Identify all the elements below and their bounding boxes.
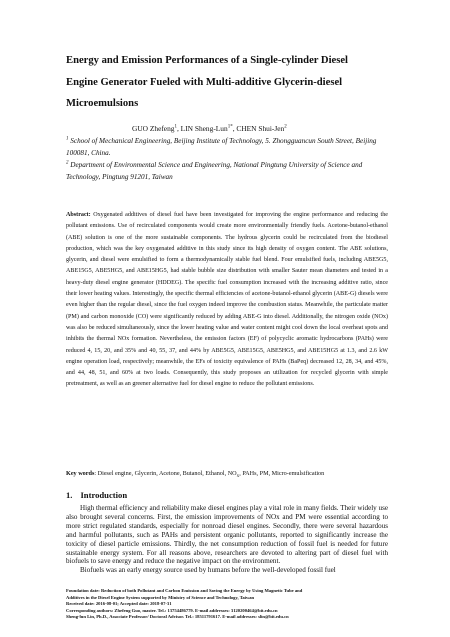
author-name: , LIN Sheng-Lun	[176, 124, 228, 133]
author-list	[132, 124, 287, 133]
author-affiliation-mark: 1	[174, 124, 177, 130]
abstract-text: Oxygenated additives of diesel fuel have been investigated for improving the engine performance and reducing the pollutant emissions. Use of recirculated components would create more environmentally friendly fuels. Acetone-butanol-ethanol (ABE) solution is one of the more sustainable components. The hydrous glycerin could be recirculated from the biodiesel production, which was the key oxygenated additive in this study since its high density of oxygen content. The ABE solutions, glycerin, and diesel were emulsified to form a thermodynamically stable fuel blend. Four emulsified fuels, including ABE5G5, ABE15G5, ABE5HG5, and ABE15HG5, had stable bubble size distribution with smaller Sauter mean diameters and tested in a heavy-duty diesel engine generator (HDDEG). The specific fuel consumption increased with the increasing additive ratio, since their lower heating values. Interestingly, the specific thermal efficiencies of acetone-butanol-ethanol glycerin (ABE-G) diesels were even higher than the regular diesel, since the fuel oxygen indeed improve the combustion status. Meanwhile, the particulate matter (PM) and carbon monoxide (CO) were significantly reduced by adding ABE-G into diesel. Additionally, the nitrogen oxide (NOx) was also be reduced simultaneously, since the lower heating value and water content might cool down the local overheat spots and inhibits the thermal NOx formation. Nevertheless, the emission factors (EF) of polycyclic aromatic hydrocarbons (PAHs) were reduced 4, 15, 20, and 35% and 40, 55, 37, and 44% by ABE5G5, ABE15G5, ABE5HG5, and ABE15HG5 at 1.3, and 2.6 kW engine operation load, respectively; meanwhile, the EFs of toxicity equivalence of PAHs (BaPeq) decreased 12, 28, 34, and 45%, and 44, 48, 51, and 60% at two loads. Consequently, this study proposes an utilization for recycled glycerin with simple pretreatment, as well as an greener alternative fuel for diesel engine to reduce the pollutant emissions.	[66, 212, 388, 388]
keywords-subscript: x	[236, 473, 240, 480]
section-number: 1.	[66, 490, 73, 500]
abstract-label: Abstract:	[66, 212, 91, 218]
keywords-text: : Diesel engine, Glycerin, Acetone, Butanol, Ethanol, NO	[94, 470, 237, 477]
footnote-line: Corresponding authors: Zhefeng Guo, master. Tel.: 13754486779. E-mail addresses: 3120200464@bit.edu.cn	[66, 607, 278, 613]
title-line-3: Microemulsions	[66, 98, 139, 109]
section-heading	[66, 490, 135, 500]
affiliation-2	[66, 160, 392, 183]
introduction-body	[66, 504, 388, 575]
paragraph: High thermal efficiency and reliability make diesel engines play a vital role in many fields. Their widely use also brought several concerns. First, the emission improvements of NOx and PM were essential according to more strict regulated standards, especially for nonroad diesel engines. Secondly, there were several hazardous and harmful pollutants, such as PAHs and persistent organic pollutants, reported to significantly increase the toxicity of diesel particle emissions. Thirdly, the net consumption reduction of fossil fuel is needed for future sustainable energy system. For all reasons above, researchers are devoted to altering part of diesel fuel with biofuels to save energy and reduce the negative impact on the environment.	[66, 504, 388, 566]
keywords-text-end: , PAHs, PM, Micro-emulsification	[239, 470, 325, 477]
section-title: Introduction	[80, 490, 128, 500]
footnote	[66, 588, 388, 621]
affiliation-mark: 1	[66, 136, 69, 142]
affiliation-mark: 2	[66, 160, 69, 166]
paragraph: Biofuels was an early energy source used by humans before the well-developed fossil fuel	[80, 566, 336, 575]
title-line-1: Energy and Emission Performances of a Single-cylinder Diesel	[66, 55, 348, 66]
author-name: GUO Zhefeng	[132, 124, 175, 133]
footnote-line: Additives in the Diesel Engine System supported by Ministry of Science and Technology, Taiwan	[66, 594, 255, 600]
affiliation-text: School of Mechanical Engineering, Beijing Institute of Technology, 5. Zhongguancun South Street, Beijing 100081, China.	[66, 137, 377, 157]
footnote-line: Sheng-lun Lin, Ph.D., Associate Professor/ Doctoral Advisor. Tel.: 18511791617. E-mail addresses: slin@bit.edu.cn	[66, 614, 289, 620]
affiliation-1	[66, 136, 392, 159]
author-name: , CHEN Shui-Jen	[232, 124, 285, 133]
footnote-line: Received date: 2016-08-01; Accepted date: 2018-07-31	[66, 601, 172, 607]
footnote-line: Foundation date: Reduction of both Pollutant and Carbon Emission and Saving the Energy by Using Magnetic Tube and	[66, 588, 303, 593]
author-affiliation-mark: 1*	[227, 124, 233, 130]
keywords	[66, 470, 388, 479]
author-affiliation-mark: 2	[284, 124, 287, 130]
keywords-label: Key words	[66, 470, 95, 477]
title-line-2: Engine Generator Fueled with Multi-additive Glycerin-diesel	[66, 76, 343, 88]
affiliation-text: Department of Environmental Science and Engineering, National Pingtung University of Science and Technology, Pingtung 91201, Taiwan	[66, 161, 363, 181]
abstract	[66, 210, 388, 391]
paper-title	[66, 50, 396, 115]
